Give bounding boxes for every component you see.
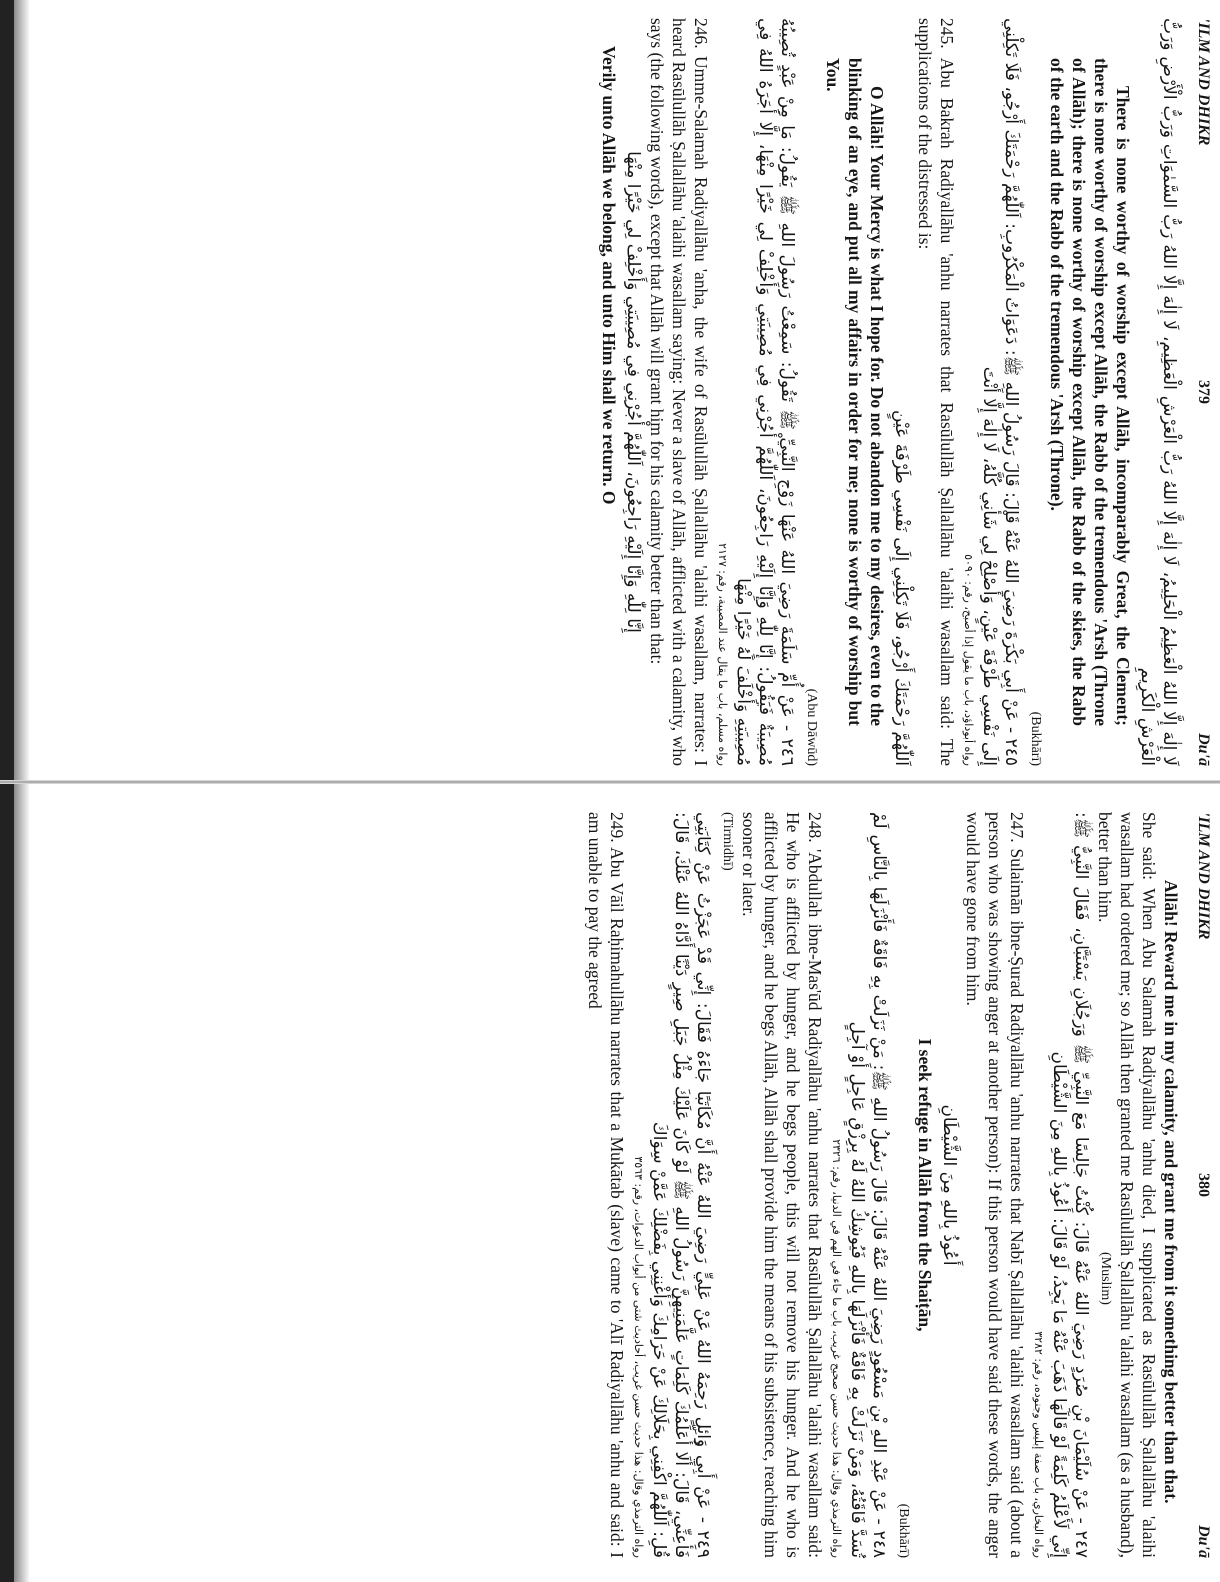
arabic-dua-247: أَعُوذُ بِاللهِ مِنَ الشَّيْطَانِ [939, 1104, 959, 1266]
page-header [1180, 812, 1220, 1558]
hadith-246: 246. Umme-Salamah Radiyallāhu 'anha, the wife of Rasūlullāh Ṣallallāhu 'alaihi wasallam, narrates: I heard Rasūlullāh Ṣallallāhu 'alaihi wasallam saying: Never a slave of Allāh, afflicted with a calamity, who says (the following words), except that Allāh will grant him for his calamity better than that: [647, 18, 711, 766]
hadith-249: 249. Abu Vāil Raḥimahullāhu narrates that a Mukātab (slave) came to 'Alī Radiyallāhu 'anhu and said: I am unable to pay the agreed [585, 812, 627, 1558]
hadith-continued: She said: When Abu Salamah Radiyallāhu 'anhu died, I supplicated as Rasūlullāh Ṣallallāhu 'alaihi wasallam had ordered me; so Allāh then granted me Rasūlullāh Ṣallallāhu 'alaihi wasallam (as a husband), better than him. [1095, 812, 1159, 1558]
arabic-reference-245: رواه أبوداؤد، باب ما يقول إذا أصبح، رقم: ٥٠٩٠ [962, 554, 975, 766]
page-body [0, 18, 1182, 766]
arabic-dua-246: إِنَّا لِلّٰهِ وَإِنَّا إِلَيْهِ رَاجِعُونَ، اَللّٰهُمَّ أْجُرْنِي فِي مُصِيبَتِي وَأَخْلِفْ لِي خَيْرًا مِنْهَا [623, 151, 643, 633]
translation-continued: Allāh! Reward me in my calamity, and grant me from it something better than that. [1161, 880, 1181, 1504]
hadith-248: 248. 'Abdullah ibne-Mas'ūd Radiyallāhu 'anhu narrates that Rasūlullāh Ṣallallāhu 'alaihi wasallam said: He who is afflicted by hunger, and he begs people, this will not remove his hunger. And he who is afflicted by hunger, and he begs Allāh, Allāh shall provide him the means of his subsistence, reaching him sooner or later. [739, 812, 825, 1558]
header-page-number: 380 [1195, 1173, 1212, 1197]
arabic-hadith-248: ٢٤٨ - عَنْ عَبْدِ اللهِ بْنِ مَسْعُودٍ رَضِيَ اللهُ عَنْهُ قَالَ: قَالَ رَسُولُ اللهِ ﷺ: مَنْ نَزَلَتْ بِهِ فَاقَةٌ فَأَنْزَلَهَا بِالنَّاسِ لَمْ تُسَدَّ فَاقَتُهُ، وَمَنْ نَزَلَتْ بِهِ فَاقَةٌ فَأَنْزَلَهَا بِاللهِ فَيُوشِكُ اللهُ لَهُ بِرِزْقٍ عَاجِلٍ أَوْ آجِلٍ [847, 812, 889, 1558]
hadith-245: 245. Abu Bakrah Radiyallāhu 'anhu narrates that Rasūlullāh Ṣallallāhu 'alaihi wasallam said: The supplications of the distressed is: [915, 18, 957, 766]
translation-245: O Allāh! Your Mercy is what I hope for. Do not abandon me to my desires, even to the blinking of an eye, and put all my affairs in order for me; none is worthy of worship but You. [823, 58, 887, 726]
source-245: (Abu Dāwūd) [804, 688, 819, 766]
page-header [1180, 18, 1220, 766]
page-380 [0, 790, 1220, 1582]
source-continued: (Muslim) [1098, 1252, 1113, 1305]
arabic-text: لَا إِلٰهَ إِلَّا اللهُ الْعَظِيمُ الْحَلِيمُ، لَا إِلٰهَ إِلَّا اللهُ رَبُّ الْعَرْشِ الْعَظِيمِ، لَا إِلٰهَ إِلَّا اللهُ رَبُّ السَّمٰوَاتِ وَرَبُّ الْأَرْضِ وَرَبُّ الْعَرْشِ الْكَرِيمِ [1137, 18, 1179, 766]
arabic-hadith-245: ٢٤٥ - عَنْ أَبِي بَكْرَةَ رَضِيَ اللهُ عَنْهُ قَالَ: قَالَ رَسُولُ اللهِ ﷺ: دَعَوَاتُ الْمَكْرُوبِ: اَللّٰهُمَّ رَحْمَتَكَ أَرْجُو، فَلَا تَكِلْنِي إِلَى نَفْسِي طَرْفَةَ عَيْنٍ، وَأَصْلِحْ لِي شَأْنِي كُلَّهُ، لَا إِلٰهَ إِلَّا أَنْتَ [979, 18, 1021, 766]
arabic-reference-246: رواه مسلم، باب ما يقال عند المصيبة، رقم: ٢١٢٧ [716, 543, 729, 766]
header-page-number: 379 [1195, 380, 1212, 404]
page-fold [0, 780, 1220, 784]
translation-247: I seek refuge in Allāh from the Shaiṭān, [915, 1038, 935, 1332]
arabic-reference-248: رواه الترمذي وقال: هذا حديث حسن صحيح غريب، باب ما جاء في الهم في الدنيا، رقم: ٢٣٢٦ [830, 1139, 843, 1558]
arabic-hadith-246: ٢٤٦ - عَنْ أُمِّ سَلَمَةَ رَضِيَ اللهُ عَنْهَا زَوْجِ النَّبِيِّ ﷺ تَقُولُ: سَمِعْتُ رَسُولَ اللهِ ﷺ يَقُولُ: مَا مِنْ عَبْدٍ تُصِيبُهُ مُصِيبَةٌ فَيَقُولُ: إِنَّا لِلّٰهِ وَإِنَّا إِلَيْهِ رَاجِعُونَ، اَللّٰهُمَّ أْجُرْنِي فِي مُصِيبَتِي وَأَخْلِفْ لِي خَيْرًا مِنْهَا، إِلَّا أَجَرَهُ اللهُ فِي مُصِيبَتِهِ وَأَخْلَفَ لَهُ خَيْرًا مِنْهَا [733, 18, 797, 766]
arabic-hadith-249: ٢٤٩ - عَنْ أَبِي وَائِلٍ رَحِمَهُ اللهُ عَنْ عَلِيٍّ رَضِيَ اللهُ عَنْهُ أَنَّ مُكَاتَبًا جَاءَهُ فَقَالَ: إِنِّي قَدْ عَجَزْتُ عَنْ كِتَابَتِي فَأَعِنِّي، قَالَ: أَلَا أُعَلِّمُكَ كَلِمَاتٍ عَلَّمَنِيهِنَّ رَسُولُ اللهِ ﷺ لَوْ كَانَ عَلَيْكَ مِثْلُ جَبَلِ صِيرٍ دَيْنًا أَدَّاهُ اللهُ عَنْكَ، قَالَ: قُلِ: اَللّٰهُمَّ اكْفِنِي بِحَلَالِكَ عَنْ حَرَامِكَ وَأَغْنِنِي بِفَضْلِكَ عَمَّنْ سِوَاكَ [649, 812, 713, 1558]
page-379 [0, 0, 1220, 790]
header-right: Du'ā [1195, 733, 1212, 766]
arabic-reference-249: رواه الترمذي وقال: هذا حديث حسن غريب، أحاديث شتى من أبواب الدعوات، رقم: ٣٥٦٣ [632, 1156, 645, 1558]
source-247: (Bukhārī) [896, 1503, 911, 1558]
translation-bold: There is none worthy of worship except Allāh, incomparably Great, the Clement; there is none worthy of worship except Allāh, the Rabb of the tremendous 'Arsh (Throne of Allāh); there is none worthy of worship except Allāh, the Rabb of the skies, the Rabb of the earth and the Rabb of the tremendous 'Arsh (Throne). [1047, 58, 1133, 726]
arabic-reference-247: رواه البخاري، باب صفة إبليس وجنوده، رقم: ٣٢٨٢ [1032, 1331, 1045, 1558]
translation-246: Verily unto Allāh we belong, and unto Him shall we return. O [599, 46, 619, 505]
hadith-247: 247. Sulaimān ibne-Ṣurad Radiyallāhu 'anhu narrates that Nabī Ṣallallāhu 'alaihi wasallam said (about a person who was showing anger at another person): If this person would have said these words, the anger would have gone from him. [963, 812, 1027, 1558]
page-body [0, 812, 1182, 1558]
source-248: (Tirmidhī) [720, 812, 735, 871]
header-left: 'ILM AND DHIKR [1195, 812, 1212, 940]
header-left: 'ILM AND DHIKR [1195, 18, 1212, 146]
header-right: Du'ā [1195, 1525, 1212, 1558]
source-reference: (Bukhārī) [1028, 711, 1043, 766]
arabic-hadith-247: ٢٤٧ - عَنْ سُلَيْمَانَ بْنِ صُرَدٍ رَضِيَ اللهُ عَنْهُ قَالَ: كُنْتُ جَالِسًا مَعَ النَّبِيِّ ﷺ وَرَجُلَانِ يَسْتَبَّانِ، فَقَالَ النَّبِيُّ ﷺ: إِنِّي لَأَعْلَمُ كَلِمَةً لَوْ قَالَهَا ذَهَبَ عَنْهُ مَا يَجِدُ، لَوْ قَالَ: أَعُوذُ بِاللهِ مِنَ الشَّيْطَانِ [1049, 812, 1091, 1558]
arabic-dua-245: اَللّٰهُمَّ رَحْمَتَكَ أَرْجُو، فَلَا تَكِلْنِي إِلَى نَفْسِي طَرْفَةَ عَيْنٍ [891, 409, 911, 766]
